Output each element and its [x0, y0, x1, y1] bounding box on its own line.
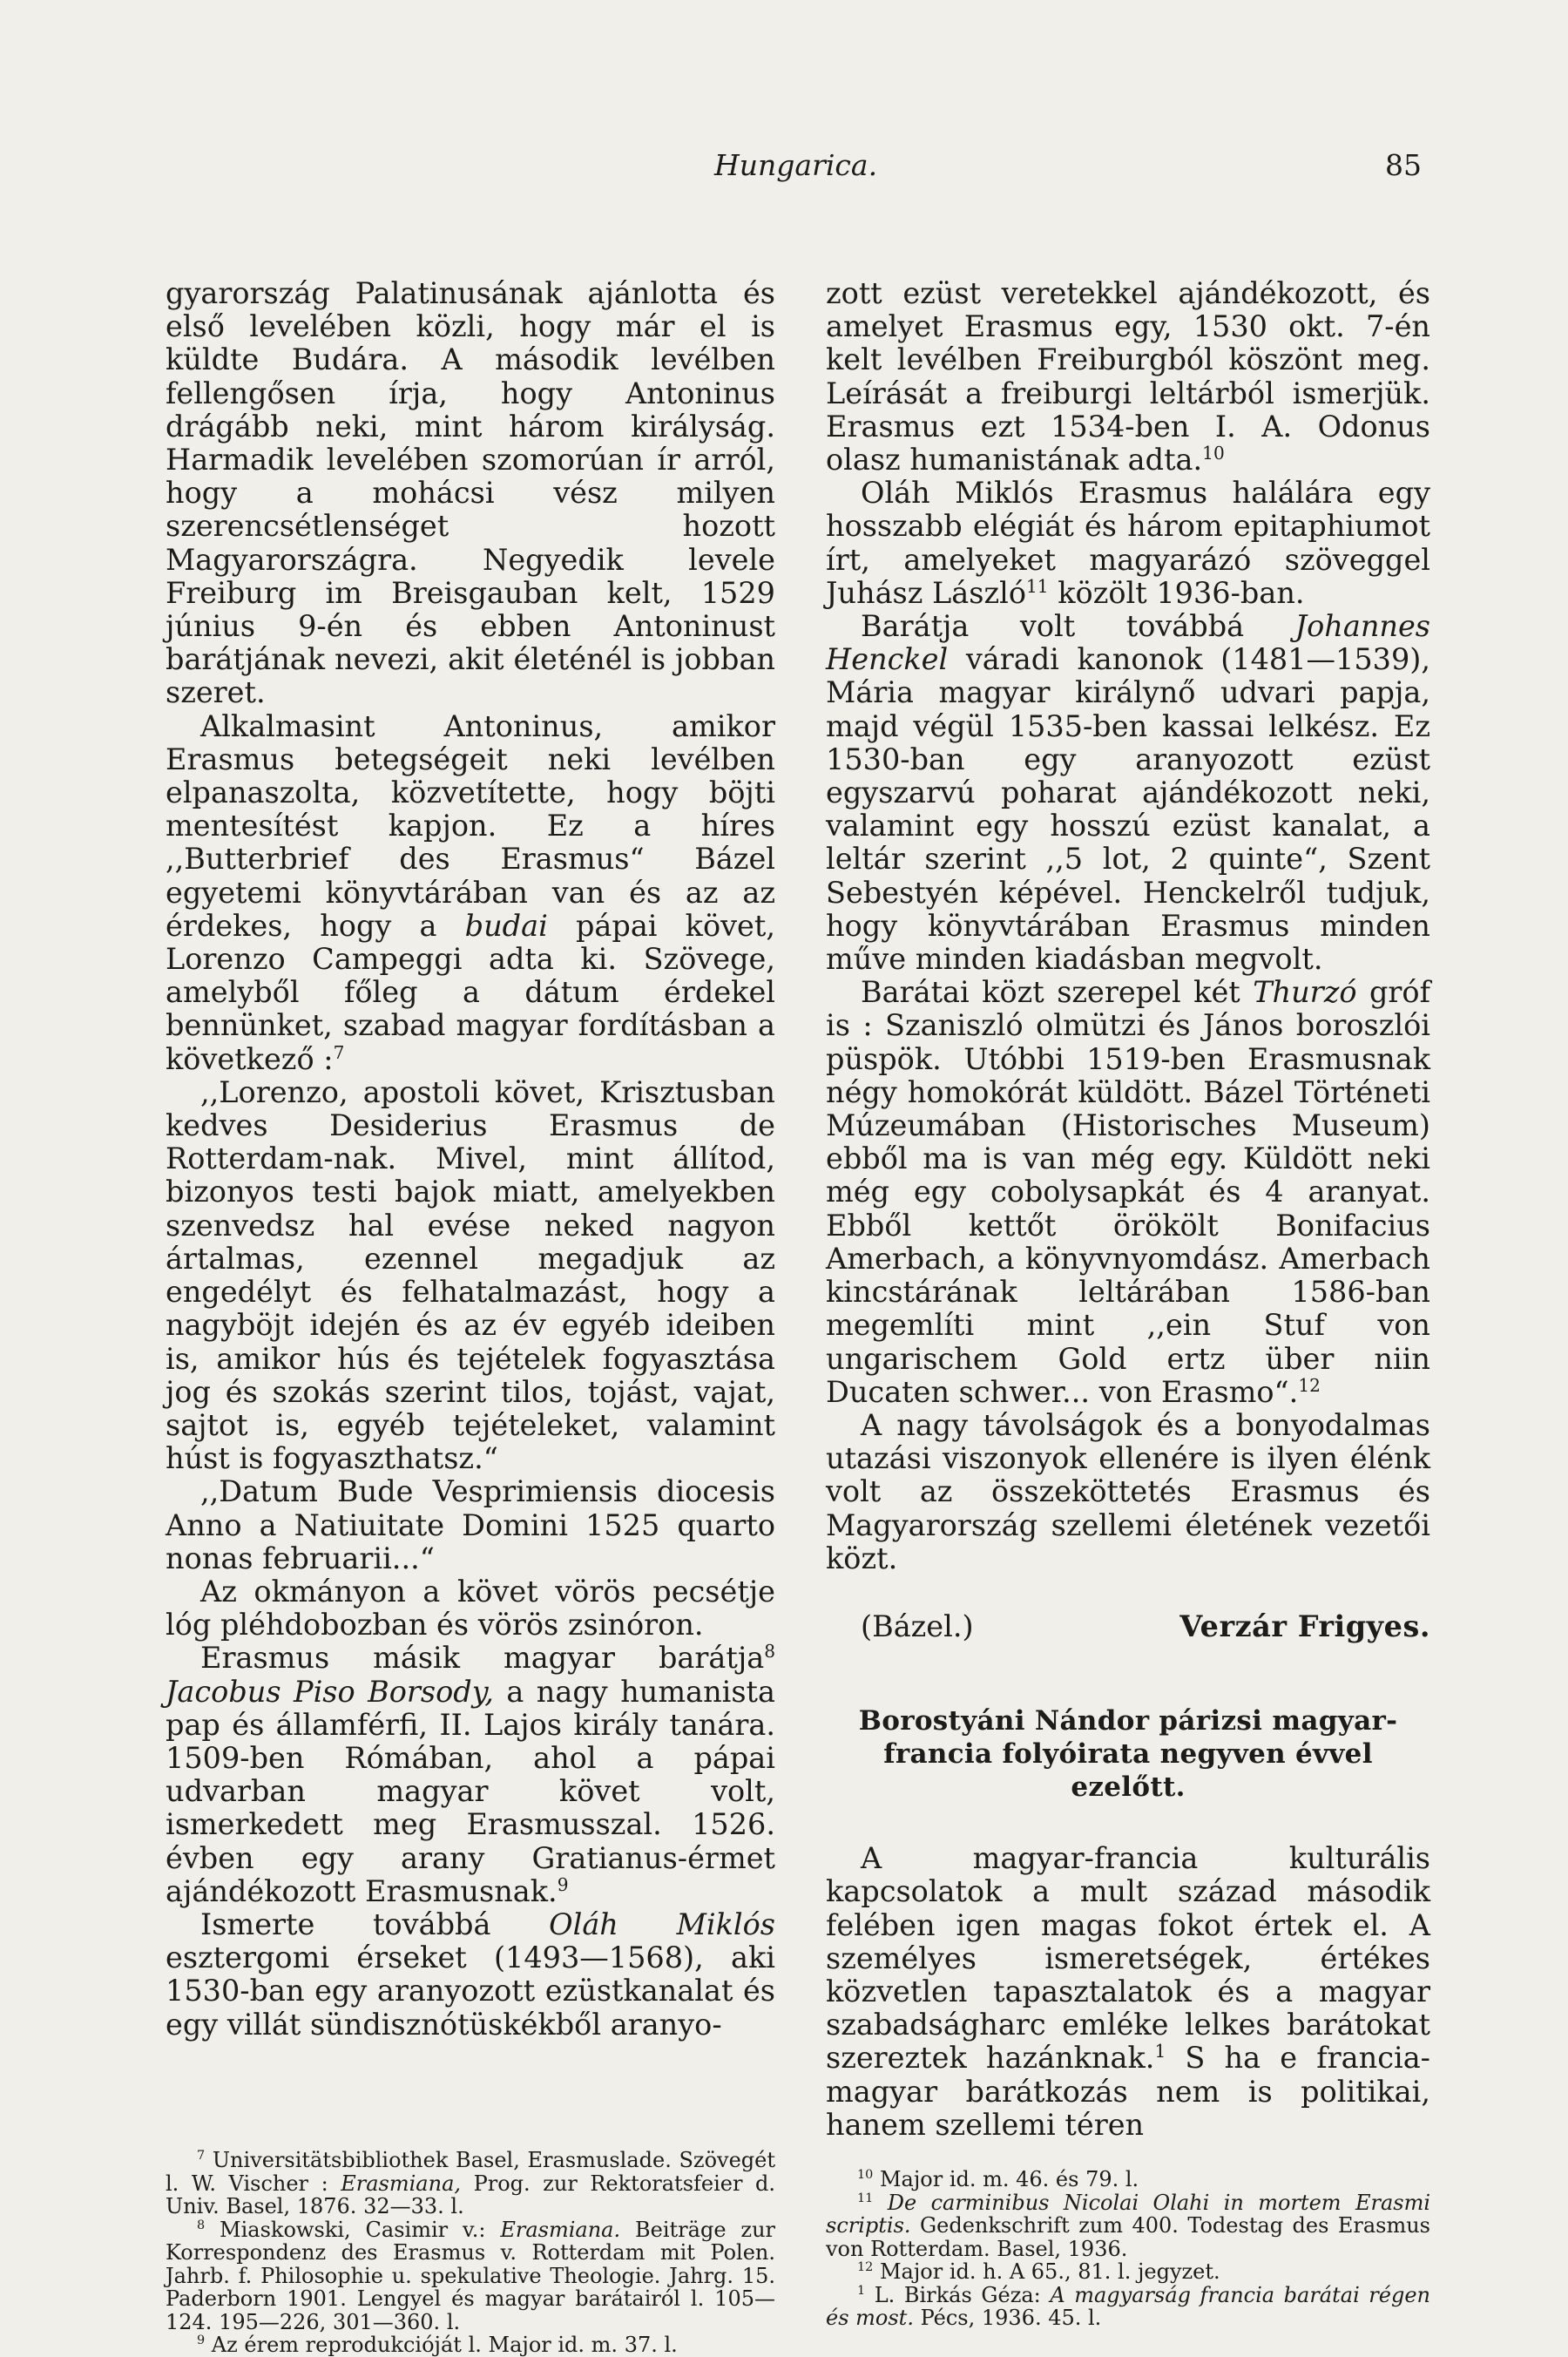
italic-text: budai — [464, 908, 548, 943]
paragraph: Az okmányon a követ vörös pecsétje lóg pléhdobozban és vörös zsinóron. — [166, 1574, 775, 1642]
paragraph: Alkalmasint Antoninus, amikor Erasmus betegségeit neki levélben elpanaszolta, közvetítette, hogy böjti mentesítést kapjon. Ez a híres ,,Butterbrief des Erasmus“ Bázel egyetemi könyvtárában van és az az érdekes, hogy a budai pápai követ, Lorenzo Campeggi adta ki. Szövege, amelyből főleg a dátum érdekel bennünket, szabad magyar fordításban a következő :$^7$ — [166, 708, 775, 1076]
page-number: 85 — [1385, 148, 1422, 182]
right-column — [826, 277, 1430, 2142]
footnote: $^{12}$ Major id. h. A 65., 81. l. jegyzet. — [857, 2259, 1220, 2284]
footnote: $^7$ Universitätsbibliothek Basel, Erasmuslade. Szövegét l. W. Vischer : Erasmiana, Prog. zur Rektoratsfeier d. Univ. Basel, 1876. 32—33. l. — [166, 2148, 776, 2218]
signature-place: (Bázel.) — [861, 1609, 974, 1643]
footnote: $^1$ L. Birkás Géza: A magyarság francia barátai régen és most. Pécs, 1936. 45. l. — [826, 2282, 1431, 2330]
quotation: ,,Lorenzo, apostoli követ, Krisztusban kedves Desiderius Erasmus de Rotterdam-nak. Mivel, mint állítod, bizonyos testi bajok miatt, amelyekben szenvedsz hal evése neked nagyon ártalmas, ezennel megadjuk az engedélyt és felhatalmazást, hogy a nagyböjt idején és az év egyéb ideiben is, amikor hús és tejételek fogyasztása jog és szokás szerint tilos, tojást, vajat, sajtot is, egyéb tejételeket, valamint húst is fogyaszthatsz.“ — [166, 1074, 775, 1476]
italic-text: Johannes Henckel — [826, 609, 1430, 677]
paragraph: Erasmus másik magyar barátja$^8$ Jacobus Piso Borsody, a nagy humanista pap és államférfi, II. Lajos király tanára. 1509-ben Rómában, ahol a pápai udvarban magyar követ volt, ismerkedett meg Erasmusszal. 1526. évben egy arany Gratianus-érmet ajándékozott Erasmusnak.$^9$ — [166, 1641, 775, 1908]
paragraph: Ismerte továbbá Oláh Miklós esztergomi érseket (1493—1568), aki 1530-ban egy aranyozott ezüstkanalat és egy villát sündisznótüskékből aranyo- — [166, 1907, 775, 2042]
italic-text: Thurzó — [1253, 975, 1357, 1010]
page-header — [0, 148, 1568, 200]
footnote: $^{10}$ Major id. m. 46. és 79. l. — [857, 2167, 1139, 2191]
paragraph: A magyar-francia kulturális kapcsolatok a mult század második felében igen magas fokot értek el. A személyes ismeretségek, értékes közvetlen tapasztalatok és a magyar szabadságharc emléke lelkes barátokat szereztek hazánknak.$^1$ S ha e francia-magyar barátkozás nem is politikai, hanem szellemi téren — [826, 1841, 1430, 2142]
paragraph: gyarország Palatinusának ajánlotta és első levelében közli, hogy már el is küldte Budára. A második levélben fellengősen írja, hogy Antoninus drágább neki, mint három királyság. Harmadik levelében szomorúan ír arról, hogy a mohácsi vész milyen szerencsétlenséget hozott Magyarországra. Negyedik levele Freiburg im Breisgauban kelt, 1529 június 9-én és ebben Antoninust barátjának nevezi, akit életénél is jobban szeret. — [166, 276, 775, 710]
footnote-ref: 9 — [557, 1873, 569, 1895]
footnote: $^8$ Miaskowski, Casimir v.: Erasmiana. Beiträge zur Korrespondenz des Erasmus v. Rotterdam mit Polen. Jahrb. f. Philosophie u. spekulative Theologie. Jahrg. 15. Paderborn 1901. Lengyel és magyar barátairól l. 105—124. 195—226, 301—360. l. — [166, 2217, 775, 2334]
italic-text: Oláh Miklós — [549, 1907, 775, 1941]
paragraph: Barátai közt szerepel két Thurzó gróf is : Szaniszló olmützi és János boroszlói püspök. Utóbbi 1519-ben Erasmusnak négy homokórát küldött. Bázel Történeti Múzeumában (Historisches Museum) ebből ma is van még egy. Küldött neki még egy cobolysapkát és 4 aranyat. Ebből kettőt örökölt Bonifacius Amerbach, a könyvnyomdász. Amerbach kincstárának leltárában 1586-ban megemlíti mint ,,ein Stuf von ungarischem Gold ertz über niin Ducaten schwer... von Erasmo“.$^{12}$ — [826, 975, 1430, 1409]
paragraph: A nagy távolságok és a bonyodalmas utazási viszonyok ellenére is ilyen élénk volt az összeköttetés Erasmus és Magyarország szellemi életének vezetői közt. — [826, 1407, 1430, 1575]
quotation: ,,Datum Bude Vesprimiensis diocesis Anno a Natiuitate Domini 1525 quarto nonas februarii...“ — [166, 1474, 775, 1575]
left-column — [166, 277, 775, 2042]
signature-line — [826, 1610, 1430, 1643]
italic-text: Jacobus Piso Borsody, — [166, 1674, 494, 1709]
footnote: $^9$ Az érem reprodukcióját l. Major id. m. 37. l. — [197, 2333, 678, 2357]
article-title: Borostyáni Nándor párizsi magyar-francia folyóirata negyven évvel ezelőtt. — [858, 1705, 1398, 1804]
footnote-ref: 1 — [1154, 2041, 1166, 2062]
signature-name: Verzár Frigyes. — [1179, 1609, 1430, 1643]
footnote: $^{11}$ De carminibus Nicolai Olahi in mortem Erasmi scriptis. Gedenkschrift zum 400. Todestag des Erasmus von Rotterdam. Basel, 1936. — [826, 2190, 1430, 2261]
footnote-ref: 12 — [1298, 1374, 1321, 1396]
paragraph: zott ezüst veretekkel ajándékozott, és amelyet Erasmus egy, 1530 okt. 7-én kelt levélben Freiburgból köszönt meg. Leírását a freiburgi leltárból ismerjük. Erasmus ezt 1534-ben I. A. Odonus olasz humanistának adta.$^{10}$ — [826, 276, 1430, 477]
paragraph: Oláh Miklós Erasmus halálára egy hosszabb elégiát és három epitaphiumot írt, amelyeket magyarázó szöveggel Juhász László$^{11}$ közölt 1936-ban. — [826, 476, 1430, 610]
footnote-ref: 10 — [1202, 442, 1225, 464]
footnote-ref: 7 — [333, 1041, 345, 1063]
paragraph: Barátja volt továbbá Johannes Henckel váradi kanonok (1481—1539), Mária magyar királynő udvari papja, majd végül 1535-ben kassai lelkész. Ez 1530-ban egy aranyozott ezüst egyszarvú poharat ajándékozott neki, valamint egy hosszú ezüst kanalat, a leltár szerint ,,5 lot, 2 quinte“, Szent Sebestyén képével. Henckelről tudjuk, hogy könyvtárában Erasmus minden műve minden kiadásban megvolt. — [826, 609, 1430, 977]
footnote-ref: 8 — [764, 1641, 775, 1663]
footnote-ref: 11 — [1026, 575, 1049, 597]
footnotes-right — [826, 2168, 1430, 2330]
running-head: Hungarica. — [714, 148, 878, 182]
footnotes-left — [166, 2149, 775, 2357]
